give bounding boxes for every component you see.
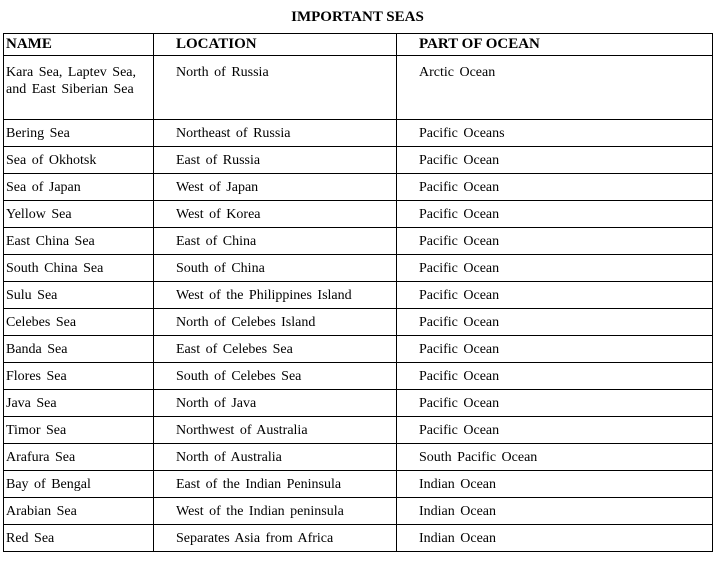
table-row bbox=[4, 363, 713, 390]
cell-ocean: Pacific Ocean bbox=[397, 363, 713, 390]
cell-location: North of Australia bbox=[154, 444, 397, 471]
table-row bbox=[4, 255, 713, 282]
cell-name: Red Sea bbox=[4, 525, 154, 552]
cell-name: South China Sea bbox=[4, 255, 154, 282]
table-row bbox=[4, 309, 713, 336]
table-row bbox=[4, 147, 713, 174]
cell-name: East China Sea bbox=[4, 228, 154, 255]
cell-location: East of Russia bbox=[154, 147, 397, 174]
cell-name: Sea of Japan bbox=[4, 174, 154, 201]
table-row bbox=[4, 417, 713, 444]
column-header-ocean: PART OF OCEAN bbox=[397, 34, 713, 56]
table-row bbox=[4, 56, 713, 120]
cell-name: Banda Sea bbox=[4, 336, 154, 363]
cell-ocean: Pacific Ocean bbox=[397, 282, 713, 309]
cell-name: Flores Sea bbox=[4, 363, 154, 390]
table-row bbox=[4, 525, 713, 552]
column-header-name: NAME bbox=[4, 34, 154, 56]
cell-ocean: Indian Ocean bbox=[397, 498, 713, 525]
cell-location: West of the Indian peninsula bbox=[154, 498, 397, 525]
cell-location: East of the Indian Peninsula bbox=[154, 471, 397, 498]
cell-name: Arabian Sea bbox=[4, 498, 154, 525]
cell-location: West of the Philippines Island bbox=[154, 282, 397, 309]
seas-table bbox=[3, 33, 713, 552]
table-row bbox=[4, 471, 713, 498]
cell-location: Northwest of Australia bbox=[154, 417, 397, 444]
cell-ocean: Indian Ocean bbox=[397, 525, 713, 552]
cell-ocean: Pacific Oceans bbox=[397, 120, 713, 147]
cell-name: Sea of Okhotsk bbox=[4, 147, 154, 174]
table-row bbox=[4, 174, 713, 201]
cell-ocean: Pacific Ocean bbox=[397, 336, 713, 363]
cell-ocean: Pacific Ocean bbox=[397, 174, 713, 201]
cell-name: Yellow Sea bbox=[4, 201, 154, 228]
table-row bbox=[4, 282, 713, 309]
cell-name: Timor Sea bbox=[4, 417, 154, 444]
table-row bbox=[4, 336, 713, 363]
cell-name: Sulu Sea bbox=[4, 282, 154, 309]
table-row bbox=[4, 444, 713, 471]
table-row bbox=[4, 390, 713, 417]
table-header-row bbox=[4, 34, 713, 56]
cell-ocean: Pacific Ocean bbox=[397, 417, 713, 444]
cell-name: Bering Sea bbox=[4, 120, 154, 147]
cell-location: East of China bbox=[154, 228, 397, 255]
cell-name: Celebes Sea bbox=[4, 309, 154, 336]
cell-location: East of Celebes Sea bbox=[154, 336, 397, 363]
cell-ocean: Pacific Ocean bbox=[397, 255, 713, 282]
cell-ocean: Arctic Ocean bbox=[397, 56, 713, 120]
cell-location: Northeast of Russia bbox=[154, 120, 397, 147]
table-row bbox=[4, 120, 713, 147]
cell-name: Java Sea bbox=[4, 390, 154, 417]
cell-location: North of Celebes Island bbox=[154, 309, 397, 336]
cell-name: Kara Sea, Laptev Sea, and East Siberian Sea bbox=[4, 56, 154, 120]
cell-ocean: South Pacific Ocean bbox=[397, 444, 713, 471]
cell-location: North of Russia bbox=[154, 56, 397, 120]
cell-ocean: Pacific Ocean bbox=[397, 201, 713, 228]
cell-location: North of Java bbox=[154, 390, 397, 417]
table-row bbox=[4, 228, 713, 255]
cell-name: Arafura Sea bbox=[4, 444, 154, 471]
table-row bbox=[4, 498, 713, 525]
cell-ocean: Pacific Ocean bbox=[397, 390, 713, 417]
cell-location: West of Japan bbox=[154, 174, 397, 201]
table-row bbox=[4, 201, 713, 228]
cell-ocean: Pacific Ocean bbox=[397, 309, 713, 336]
cell-location: West of Korea bbox=[154, 201, 397, 228]
cell-location: South of China bbox=[154, 255, 397, 282]
cell-name: Bay of Bengal bbox=[4, 471, 154, 498]
cell-ocean: Pacific Ocean bbox=[397, 228, 713, 255]
cell-location: Separates Asia from Africa bbox=[154, 525, 397, 552]
cell-ocean: Indian Ocean bbox=[397, 471, 713, 498]
cell-location: South of Celebes Sea bbox=[154, 363, 397, 390]
cell-ocean: Pacific Ocean bbox=[397, 147, 713, 174]
column-header-location: LOCATION bbox=[154, 34, 397, 56]
page-title: IMPORTANT SEAS bbox=[291, 9, 424, 25]
